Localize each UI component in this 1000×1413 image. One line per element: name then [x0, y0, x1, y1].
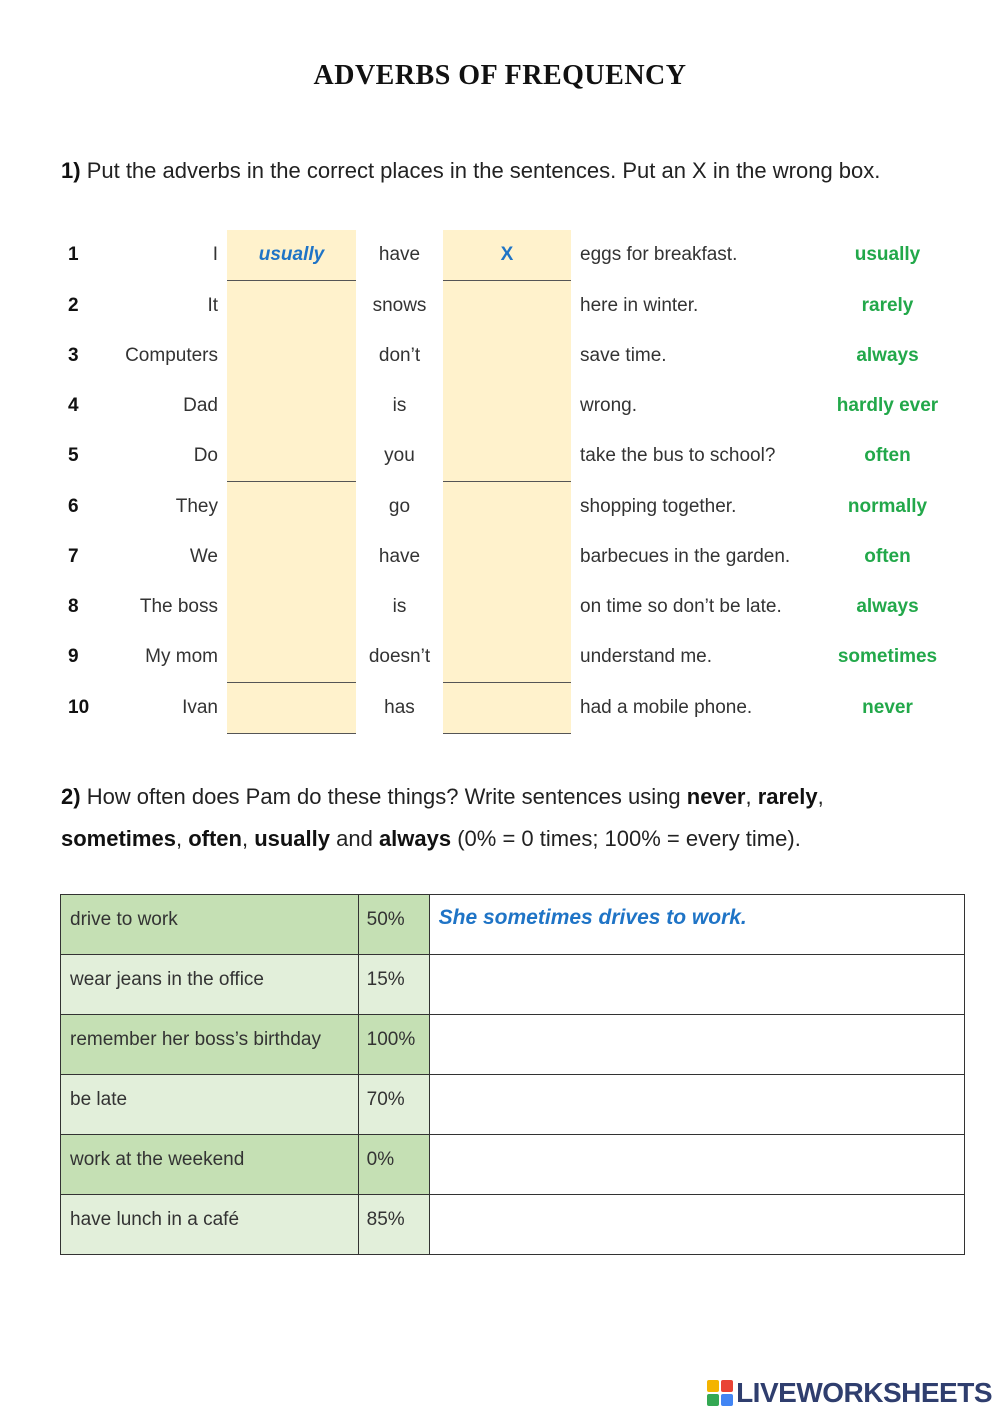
row-number: 2 [68, 295, 79, 316]
exercise1-instruction [61, 156, 921, 186]
row-number: 3 [68, 345, 79, 366]
liveworksheets-logo [707, 1376, 992, 1410]
answer-box-before-verb[interactable] [227, 582, 356, 633]
row-adverb: often [864, 445, 911, 466]
answer-box-before-verb[interactable] [227, 381, 356, 432]
row-number: 7 [68, 546, 79, 567]
separator: , [175, 826, 189, 851]
exercise1-row [0, 632, 1000, 682]
sentence-answer-field[interactable] [429, 895, 964, 955]
answer-box-before-verb[interactable] [227, 431, 356, 482]
answer-box-after-verb[interactable] [443, 381, 571, 432]
row-adverb: sometimes [837, 646, 938, 667]
answer-box-after-verb[interactable] [443, 482, 571, 533]
answer-box-after-verb[interactable] [443, 431, 571, 482]
activity-cell: work at the weekend [61, 1135, 359, 1195]
row-verb: have [378, 546, 421, 567]
exercise2-table [60, 894, 965, 1255]
row-subject: We [189, 546, 218, 567]
answer-box-after-verb[interactable]: X [443, 230, 571, 281]
row-subject: They [175, 496, 218, 517]
row-number: 9 [68, 646, 79, 667]
row-subject: Ivan [182, 697, 218, 718]
answer-box-before-verb[interactable] [227, 632, 356, 683]
exercise1-row [0, 532, 1000, 582]
row-number: 5 [68, 445, 79, 466]
separator: , [745, 784, 758, 809]
percent-cell: 70% [358, 1075, 429, 1135]
table-row [61, 955, 965, 1015]
row-subject: Computers [125, 345, 218, 366]
row-verb: snows [372, 295, 427, 316]
row-sentence-end: take the bus to school? [580, 445, 776, 466]
word-usually: usually [254, 826, 330, 851]
row-sentence-end: understand me. [580, 646, 713, 667]
row-adverb: rarely [861, 295, 914, 316]
liveworksheets-logo-text: LIVEWORKSHEETS [736, 1377, 992, 1408]
row-number: 4 [68, 395, 79, 416]
row-number: 10 [68, 697, 90, 718]
row-sentence-end: had a mobile phone. [580, 697, 753, 718]
page-title: ADVERBS OF FREQUENCY [313, 60, 687, 91]
row-verb: has [384, 697, 415, 718]
row-sentence-end: here in winter. [580, 295, 699, 316]
exercise1-row [0, 482, 1000, 532]
table-row [61, 1135, 965, 1195]
row-number: 8 [68, 596, 79, 617]
sentence-answer: She sometimes drives to work. [438, 906, 747, 929]
exercise2-instruction-start: How often does Pam do these things? Write sentences using [86, 784, 687, 809]
row-adverb: always [856, 345, 919, 366]
answer-box-after-verb[interactable] [443, 281, 571, 332]
sentence-answer-field[interactable] [429, 1195, 964, 1255]
separator: and [330, 826, 379, 851]
answer-box-before-verb[interactable] [227, 281, 356, 332]
exercise2-instruction-end: (0% = 0 times; 100% = every time). [451, 826, 801, 851]
sentence-answer-field[interactable] [429, 1075, 964, 1135]
percent-cell: 85% [358, 1195, 429, 1255]
word-often: often [188, 826, 242, 851]
exercise1-instruction-text: Put the adverbs in the correct places in the sentences. Put an X in the wrong box. [86, 158, 881, 183]
answer-box-before-verb[interactable]: usually [227, 230, 356, 281]
percent-cell: 0% [358, 1135, 429, 1195]
row-subject: The boss [139, 596, 218, 617]
table-row [61, 1195, 965, 1255]
row-verb: you [384, 445, 415, 466]
activity-cell: wear jeans in the office [61, 955, 359, 1015]
separator: , [241, 826, 255, 851]
answer-box-before-verb[interactable] [227, 331, 356, 382]
row-sentence-end: shopping together. [580, 496, 737, 517]
answer-box-after-verb[interactable] [443, 331, 571, 382]
percent-cell: 50% [358, 895, 429, 955]
answer-box-before-verb[interactable] [227, 532, 356, 583]
row-sentence-end: eggs for breakfast. [580, 244, 738, 265]
sentence-answer-field[interactable] [429, 955, 964, 1015]
answer-box-after-verb[interactable] [443, 532, 571, 583]
row-verb: doesn’t [368, 646, 431, 667]
row-subject: Dad [183, 395, 218, 416]
row-subject: It [207, 295, 218, 316]
row-subject: Do [193, 445, 218, 466]
row-adverb: never [862, 697, 913, 718]
answer-box-before-verb[interactable] [227, 683, 356, 734]
liveworksheets-logo-icon [707, 1380, 733, 1406]
row-adverb: always [856, 596, 919, 617]
row-verb: is [392, 395, 407, 416]
answer-box-after-verb[interactable] [443, 683, 571, 734]
row-number: 1 [68, 244, 79, 265]
word-always: always [378, 826, 452, 851]
table-row [61, 1015, 965, 1075]
separator: , [817, 784, 824, 809]
activity-cell: remember her boss’s birthday [61, 1015, 359, 1075]
sentence-answer-field[interactable] [429, 1135, 964, 1195]
word-sometimes: sometimes [61, 826, 176, 851]
exercise2-number: 2) [61, 784, 81, 809]
row-verb: is [392, 596, 407, 617]
exercise1-row [0, 381, 1000, 431]
percent-cell: 15% [358, 955, 429, 1015]
row-verb: go [388, 496, 411, 517]
row-subject: My mom [145, 646, 218, 667]
row-adverb: normally [847, 496, 928, 517]
exercise1-row [0, 230, 1000, 280]
row-adverb: usually [854, 244, 921, 265]
table-row [61, 1075, 965, 1135]
row-number: 6 [68, 496, 79, 517]
exercise1-row [0, 281, 1000, 331]
exercise1-row [0, 683, 1000, 733]
exercise2-instruction [61, 776, 921, 860]
row-verb: have [378, 244, 421, 265]
row-subject: I [212, 244, 218, 265]
answer-box-after-verb[interactable] [443, 582, 571, 633]
exercise1-row [0, 331, 1000, 381]
exercise1-number: 1) [61, 158, 81, 183]
row-adverb: hardly ever [836, 395, 939, 416]
row-sentence-end: save time. [580, 345, 667, 366]
activity-cell: be late [61, 1075, 359, 1135]
sentence-answer-field[interactable] [429, 1015, 964, 1075]
activity-cell: drive to work [61, 895, 359, 955]
percent-cell: 100% [358, 1015, 429, 1075]
exercise1-row [0, 582, 1000, 632]
row-verb: don’t [378, 345, 421, 366]
word-rarely: rarely [757, 784, 818, 809]
row-sentence-end: barbecues in the garden. [580, 546, 791, 567]
exercise1-row [0, 431, 1000, 481]
row-sentence-end: wrong. [580, 395, 638, 416]
word-never: never [686, 784, 746, 809]
row-sentence-end: on time so don’t be late. [580, 596, 782, 617]
activity-cell: have lunch in a café [61, 1195, 359, 1255]
answer-box-before-verb[interactable] [227, 482, 356, 533]
answer-box-after-verb[interactable] [443, 632, 571, 683]
row-adverb: often [864, 546, 911, 567]
table-row [61, 895, 965, 955]
